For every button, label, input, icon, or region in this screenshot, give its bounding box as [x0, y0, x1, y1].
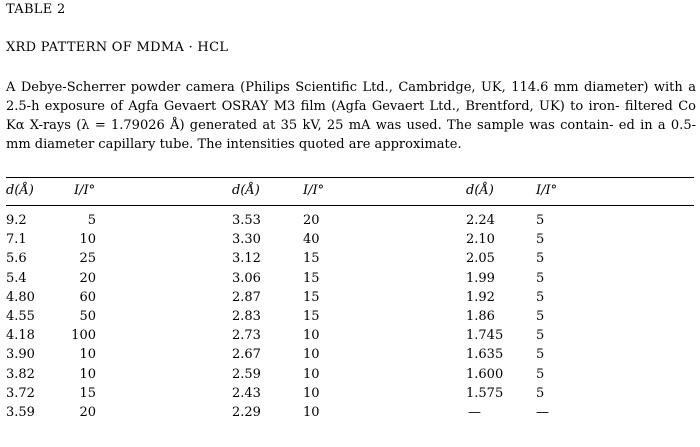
intensity-cell: 15	[303, 309, 320, 324]
d-spacing-cell: 4.18	[6, 328, 35, 343]
intensity-cell: 15	[303, 271, 320, 286]
caption-line: filtered Co Kα X-rays (λ = 1.79026 Å) generated at 35 kV, 25 mA was used. The sample was contain-	[6, 99, 696, 133]
d-spacing-cell: 3.72	[6, 386, 35, 401]
d-spacing-cell: 9.2	[6, 213, 27, 228]
intensity-cell: 5	[87, 213, 96, 228]
caption-line: A Debye-Scherrer powder camera (Philips Scientific Ltd., Cambridge, UK, 114.6 mm diameter) with	[6, 80, 683, 95]
d-spacing-cell: 2.43	[232, 386, 261, 401]
d-spacing-cell: 2.83	[232, 309, 261, 324]
d-spacing-cell: 1.86	[466, 309, 495, 324]
intensity-cell: —	[536, 405, 549, 420]
intensity-cell: 5	[536, 386, 545, 401]
intensity-cell: 10	[303, 386, 320, 401]
d-spacing-cell: 1.99	[466, 271, 495, 286]
d-spacing-cell: 1.600	[466, 367, 504, 382]
table-header-rule	[6, 205, 694, 206]
d-spacing-cell: 2.29	[232, 405, 261, 420]
d-spacing-cell: 2.73	[232, 328, 261, 343]
d-spacing-cell: 1.575	[466, 386, 504, 401]
d-spacing-cell: 1.92	[466, 290, 495, 305]
intensity-cell: 20	[303, 213, 320, 228]
d-spacing-cell: 3.53	[232, 213, 261, 228]
d-spacing-cell: 3.59	[6, 405, 35, 420]
d-spacing-cell: 7.1	[6, 232, 27, 247]
intensity-cell: 10	[79, 232, 96, 247]
intensity-cell: 20	[79, 405, 96, 420]
d-spacing-cell: 1.635	[466, 347, 504, 362]
d-spacing-cell: 4.55	[6, 309, 35, 324]
d-spacing-cell: 4.80	[6, 290, 35, 305]
intensity-cell: 10	[303, 405, 320, 420]
intensity-cell: 25	[79, 251, 96, 266]
d-spacing-cell: 5.6	[6, 251, 27, 266]
d-spacing-cell: 2.67	[232, 347, 261, 362]
intensity-cell: 5	[536, 309, 545, 324]
intensity-cell: 50	[79, 309, 96, 324]
intensity-cell: 20	[79, 271, 96, 286]
intensity-cell: 10	[303, 347, 320, 362]
intensity-header: I/I°	[536, 183, 558, 198]
intensity-cell: 15	[303, 290, 320, 305]
intensity-header: I/I°	[303, 183, 325, 198]
intensity-cell: 5	[536, 290, 545, 305]
intensity-cell: 5	[536, 367, 545, 382]
d-spacing-header: d(Å)	[466, 183, 494, 198]
intensity-cell: 60	[79, 290, 96, 305]
intensity-cell: 10	[79, 367, 96, 382]
caption-line: ed in a 0.5-mm diameter capillary tube. The intensities quoted are approximate.	[6, 118, 696, 152]
intensity-cell: 10	[303, 328, 320, 343]
d-spacing-cell: 2.87	[232, 290, 261, 305]
table-caption	[6, 78, 696, 154]
intensity-cell: 10	[303, 367, 320, 382]
d-spacing-cell: 2.59	[232, 367, 261, 382]
table-label: TABLE 2	[6, 2, 66, 17]
intensity-cell: 15	[79, 386, 96, 401]
d-spacing-cell: 1.745	[466, 328, 504, 343]
d-spacing-cell: —	[468, 405, 481, 420]
d-spacing-cell: 3.30	[232, 232, 261, 247]
d-spacing-header: d(Å)	[6, 183, 34, 198]
intensity-cell: 5	[536, 328, 545, 343]
caption-line: a 2.5-h exposure of Agfa Gevaert OSRAY M3 film (Agfa Gevaert Ltd., Brentford, UK) to iron-	[6, 80, 696, 114]
d-spacing-cell: 3.82	[6, 367, 35, 382]
d-spacing-header: d(Å)	[232, 183, 260, 198]
intensity-header: I/I°	[74, 183, 96, 198]
d-spacing-cell: 3.06	[232, 271, 261, 286]
intensity-cell: 40	[303, 232, 320, 247]
d-spacing-cell: 2.05	[466, 251, 495, 266]
d-spacing-cell: 3.90	[6, 347, 35, 362]
intensity-cell: 5	[536, 213, 545, 228]
intensity-cell: 15	[303, 251, 320, 266]
table-title: XRD PATTERN OF MDMA · HCL	[6, 40, 229, 55]
intensity-cell: 5	[536, 251, 545, 266]
intensity-cell: 5	[536, 271, 545, 286]
d-spacing-cell: 3.12	[232, 251, 261, 266]
d-spacing-cell: 2.24	[466, 213, 495, 228]
d-spacing-cell: 2.10	[466, 232, 495, 247]
d-spacing-cell: 5.4	[6, 271, 27, 286]
intensity-cell: 100	[71, 328, 96, 343]
intensity-cell: 5	[536, 347, 545, 362]
table-top-rule	[6, 177, 694, 178]
intensity-cell: 5	[536, 232, 545, 247]
intensity-cell: 10	[79, 347, 96, 362]
